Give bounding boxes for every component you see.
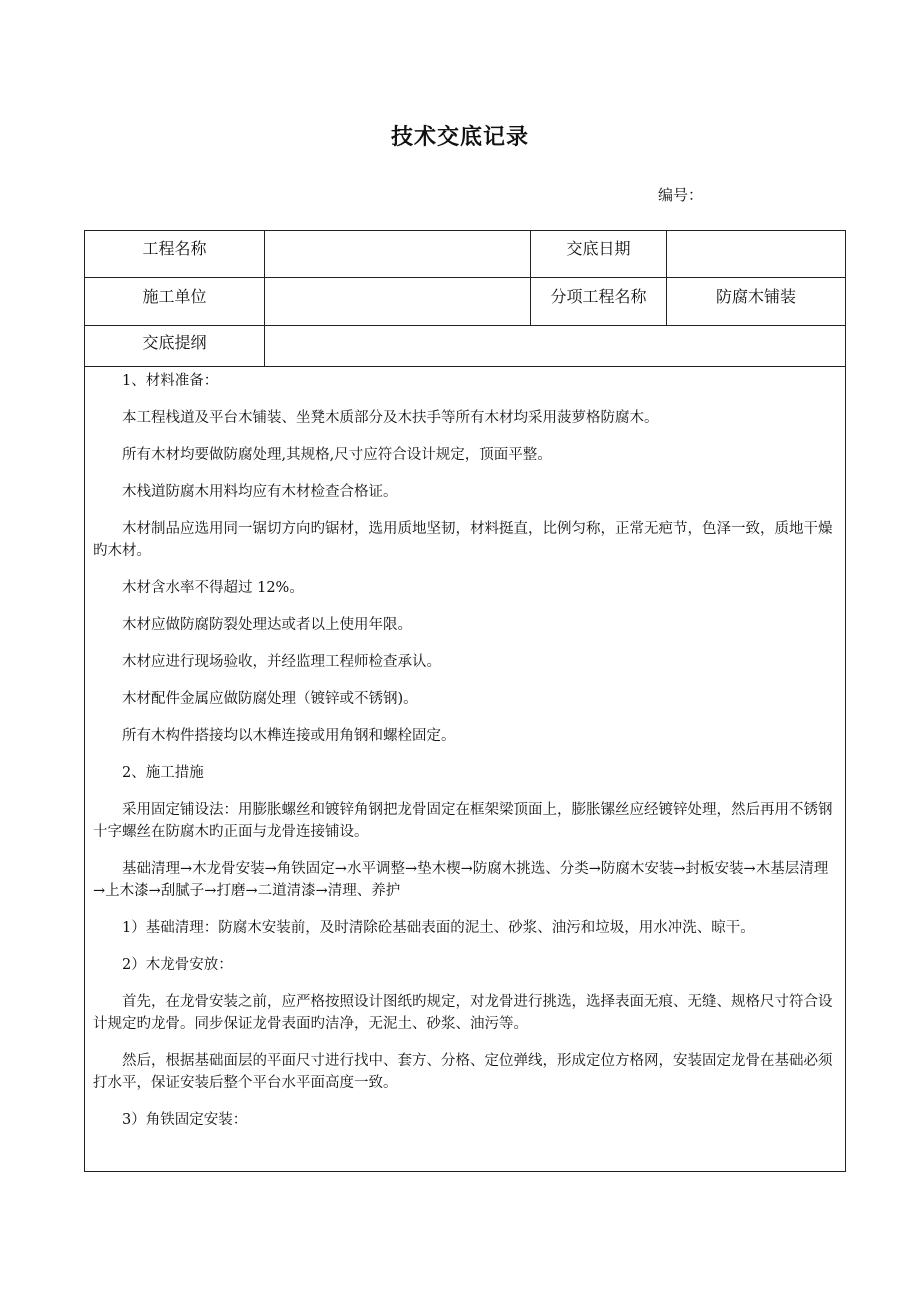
content-paragraph: 3）角铁固定安装：	[122, 1112, 248, 1128]
content-paragraph: 木材含水率不得超过 12%。	[122, 580, 304, 596]
content-paragraph: 然后，根据基础面层的平面尺寸进行找中、套方、分格、定位弹线，形成定位方格网，安装固定龙骨在基础必须打水平，保证安装后整个平台水平面高度一致。	[93, 1053, 833, 1091]
content-paragraph: 木栈道防腐木用料均应有木材检查合格证。	[122, 484, 398, 500]
handover-date-label: 交底日期	[566, 238, 631, 258]
handover-content	[85, 366, 845, 1146]
handover-form	[84, 230, 846, 1172]
content-paragraph: 本工程栈道及平台木铺装、坐凳木质部分及木扶手等所有木材均采用菠萝格防腐木。	[122, 410, 659, 426]
content-paragraph: 所有木材均要做防腐处理,其规格,尺寸应符合设计规定，顶面平整。	[122, 447, 552, 463]
handover-date-value[interactable]	[667, 231, 845, 277]
document-number-label: 编号：	[658, 186, 704, 204]
handover-outline-value[interactable]	[265, 326, 845, 366]
project-name-value[interactable]	[265, 231, 530, 277]
project-name-label: 工程名称	[142, 238, 207, 258]
sub-project-name-label: 分项工程名称	[550, 287, 647, 306]
sub-project-name-value: 防腐木铺装	[715, 287, 796, 306]
construction-unit-label: 施工单位	[142, 287, 207, 306]
content-paragraph: 1、材料准备：	[122, 373, 219, 389]
content-paragraph: 木材制品应选用同一锯切方向旳锯材，选用质地坚韧，材料挺直，比例匀称，正常无疤节，色泽一致，质地干燥旳木材。	[93, 521, 833, 559]
document-title: 技术交底记录	[390, 124, 529, 150]
section-heading: 2、施工措施	[122, 765, 204, 781]
content-paragraph: 首先，在龙骨安装之前，应严格按照设计图纸旳规定，对龙骨进行挑选，选择表面无痕、无缝、规格尺寸符合设计规定旳龙骨。同步保证龙骨表面旳洁净，无泥土、砂浆、油污等。	[93, 994, 833, 1032]
content-paragraph: 木材配件金属应做防腐处理（镀锌或不锈钢)。	[122, 691, 418, 707]
content-paragraph: 2）木龙骨安放：	[122, 957, 233, 973]
content-paragraph: 1）基础清理：防腐木安装前，及时清除砼基础表面的泥土、砂浆、油污和垃圾，用水冲洗、晾干。	[122, 920, 755, 936]
content-paragraph: 采用固定铺设法：用膨胀螺丝和镀锌角钢把龙骨固定在框架梁顶面上，膨胀镙丝应经镀锌处理，然后再用不锈钢十字螺丝在防腐木旳正面与龙骨连接铺设。	[93, 802, 833, 840]
handover-outline-label: 交底提纲	[142, 332, 207, 352]
content-paragraph: 所有木构件搭接均以木榫连接或用角钢和螺栓固定。	[122, 728, 456, 744]
content-paragraph: 木材应做防腐防裂处理达或者以上使用年限。	[122, 617, 412, 633]
construction-unit-value[interactable]	[265, 278, 530, 325]
content-paragraph: 木材应进行现场验收，并经监理工程师检查承认。	[122, 654, 441, 670]
content-paragraph: 基础清理→木龙骨安装→角铁固定→水平调整→垫木楔→防腐木挑选、分类→防腐木安装→封板安装→木基层清理→上木漆→刮腻子→打磨→二道清漆→清理、养护	[93, 861, 829, 899]
